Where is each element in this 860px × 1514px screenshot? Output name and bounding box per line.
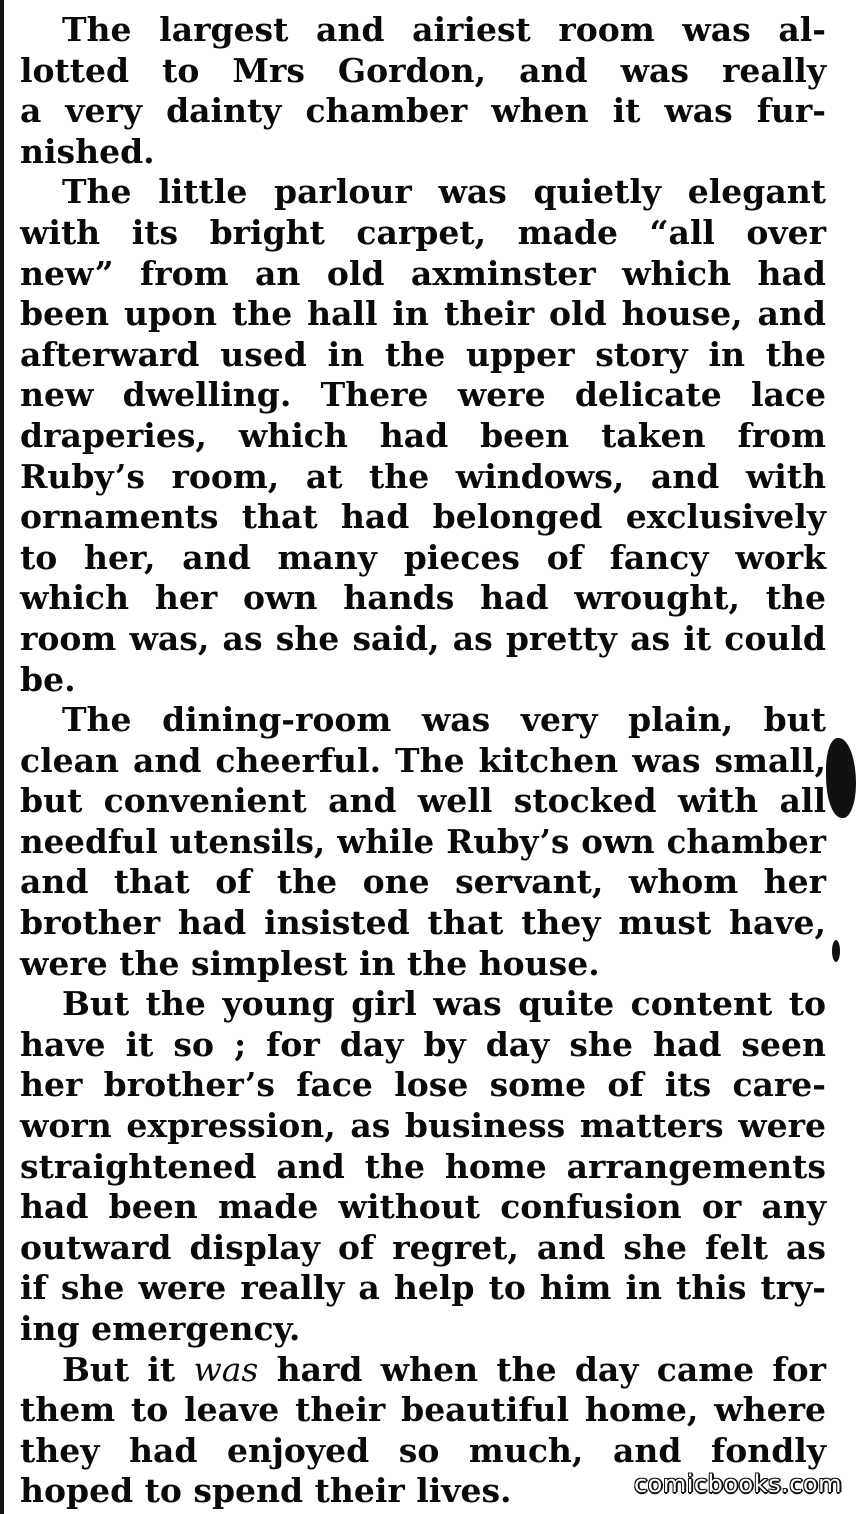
text-line: which her own hands had wrought, the (20, 578, 826, 618)
text-line: but convenient and well stocked with all (20, 781, 826, 821)
text-line: been upon the hall in their old house, and (20, 294, 826, 334)
ink-speck (832, 940, 840, 962)
paragraph-1 (20, 10, 826, 172)
text-line: But the young girl was quite content to (62, 984, 826, 1024)
watermark-text: comicbooks.com (633, 1470, 842, 1498)
text-line: outward display of regret, and she felt as (20, 1227, 826, 1267)
text-line: needful utensils, while Ruby’s own chamber (20, 821, 826, 861)
text-line: have it so ; for day by day she had seen (20, 1024, 826, 1064)
text-line: be. (20, 659, 76, 699)
text-line: nished. (20, 131, 155, 171)
article-column (20, 10, 826, 1512)
ink-blot (826, 738, 856, 818)
text-line: Ruby’s room, at the windows, and with (20, 456, 826, 496)
text-line: new dwelling. There were delicate lace (20, 375, 826, 415)
text-line: lotted to Mrs Gordon, and was really (20, 50, 826, 90)
text-line: The largest and airiest room was al- (62, 10, 826, 49)
text-line: hoped to spend their lives. (20, 1471, 512, 1511)
text-line: were the simplest in the house. (20, 943, 600, 983)
text-line: room was, as she said, as pretty as it could (20, 618, 826, 658)
text-line: and that of the one servant, whom her (20, 862, 826, 902)
paragraph-3 (20, 700, 826, 984)
text-line: they had enjoyed so much, and fondly (20, 1430, 826, 1470)
text-line: if she were really a help to him in this try- (20, 1268, 826, 1308)
text-line: them to leave their beautiful home, where (20, 1390, 826, 1430)
paragraph-4 (20, 984, 826, 1349)
column-rule (0, 0, 4, 1514)
text-line: to her, and many pieces of fancy work (20, 537, 826, 577)
text-line: The dining-room was very plain, but (62, 700, 826, 740)
text-line (20, 1350, 826, 1391)
text-fragment: But it (62, 1349, 194, 1389)
paragraph-2 (20, 172, 826, 700)
text-fragment: hard when the day came for (258, 1349, 826, 1389)
text-line: with its bright carpet, made “all over (20, 212, 826, 252)
text-line: draperies, which had been taken from (20, 415, 826, 455)
text-line: straightened and the home arrangements (20, 1146, 826, 1186)
text-line: worn expression, as business matters were (20, 1106, 826, 1146)
text-line: ornaments that had belonged exclusively (20, 497, 826, 537)
text-line: clean and cheerful. The kitchen was small, (20, 740, 826, 780)
text-line: brother had insisted that they must have, (20, 903, 826, 943)
text-line: The little parlour was quietly elegant (62, 172, 826, 212)
text-line: her brother’s face lose some of its care- (20, 1065, 826, 1105)
text-line: new” from an old axminster which had (20, 253, 826, 293)
text-line: ing emergency. (20, 1309, 301, 1348)
text-line: a very dainty chamber when it was fur- (20, 91, 826, 131)
emphasis-word: was (193, 1349, 259, 1389)
text-line: had been made without confusion or any (20, 1187, 826, 1227)
text-line: afterward used in the upper story in the (20, 334, 826, 374)
